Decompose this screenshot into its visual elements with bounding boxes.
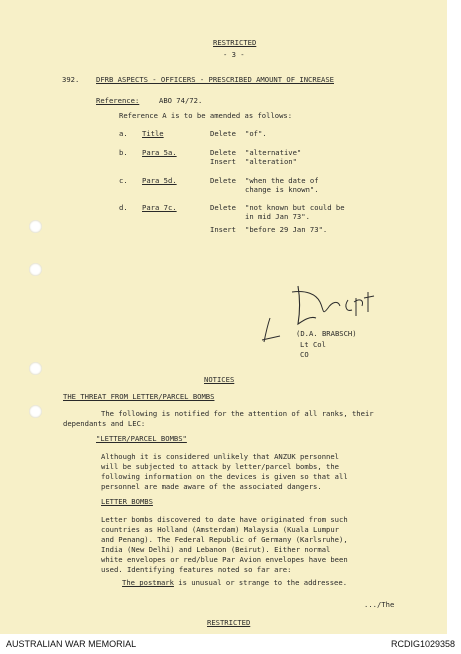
- amendment-action: Delete: [210, 203, 236, 212]
- paragraph-line: used. Identifying features noted so far are:: [101, 565, 292, 574]
- archive-record-id: RCDIG1029358: [390, 639, 455, 649]
- signatory-appointment: CO: [300, 350, 309, 359]
- punch-hole: [29, 220, 42, 233]
- paragraph-line: Letter bombs discovered to date have originated from such: [101, 515, 348, 524]
- archive-institution: AUSTRALIAN WAR MEMORIAL: [6, 639, 137, 649]
- amendment-action: Delete: [210, 129, 236, 138]
- amendment-letter: c.: [119, 176, 128, 185]
- amendment-text: in mid Jan 73".: [245, 212, 310, 221]
- amendment-para: Title: [142, 129, 164, 138]
- page-number: - 3 -: [223, 50, 245, 59]
- amendment-text: "alteration": [245, 157, 297, 166]
- classification-header: RESTRICTED: [213, 38, 257, 47]
- intro-line: The following is notified for the attention of all ranks, their: [101, 409, 374, 418]
- postmark-line: [122, 578, 347, 587]
- section-heading: THE THREAT FROM LETTER/PARCEL BOMBS: [63, 392, 215, 401]
- amendment-letter: d.: [119, 203, 128, 212]
- reference-label: Reference:: [96, 96, 140, 105]
- paragraph-line: Although it is considered unlikely that ANZUK personnel: [101, 452, 339, 461]
- punch-hole: [29, 362, 42, 375]
- reference-value: ABO 74/72.: [159, 96, 203, 105]
- item-number: 392.: [62, 75, 80, 84]
- postmark-rest: is unusual or strange to the addressee.: [173, 578, 348, 587]
- paragraph-line: personnel are made aware of the associated dangers.: [101, 482, 322, 491]
- amendment-text: "before 29 Jan 73".: [245, 225, 328, 234]
- punch-hole: [29, 263, 42, 276]
- paragraph-line: and Penang). The Federal Republic of Germany (Karlsruhe),: [101, 535, 348, 544]
- punch-hole: [29, 405, 42, 418]
- amendment-para: Para 7c.: [142, 203, 177, 212]
- amendment-text: "alternative": [245, 148, 302, 157]
- amendment-action: Delete: [210, 148, 236, 157]
- signatory-name: (D.A. BRABSCH): [296, 329, 357, 338]
- amendment-letter: b.: [119, 148, 128, 157]
- amendment-intro: Reference A is to be amended as follows:: [119, 111, 293, 120]
- paragraph-line: countries as Holland (Amsterdam) Malaysia (Kuala Lumpur: [101, 525, 339, 534]
- notices-title: NOTICES: [204, 375, 235, 384]
- paragraph-line: India (New Delhi) and Lebanon (Beirut). Either normal: [101, 545, 331, 554]
- amendment-para: Para 5d.: [142, 176, 177, 185]
- amendment-text: change is known".: [245, 185, 319, 194]
- amendment-para: Para 5a.: [142, 148, 177, 157]
- amendment-text: "when the date of: [245, 176, 319, 185]
- signatory-rank: Lt Col: [300, 340, 326, 349]
- item-heading: DFRB ASPECTS - OFFICERS - PRESCRIBED AMOUNT OF INCREASE: [96, 75, 334, 84]
- amendment-letter: a.: [119, 129, 128, 138]
- amendment-action: Insert: [210, 157, 236, 166]
- subheading: LETTER BOMBS: [101, 497, 153, 506]
- amendment-text: "of".: [245, 129, 267, 138]
- amendment-text: "not known but could be: [245, 203, 345, 212]
- postmark-underlined: The postmark: [122, 578, 174, 587]
- amendment-action: Insert: [210, 225, 236, 234]
- continuation-marker: .../The: [364, 600, 395, 609]
- intro-line: dependants and LEC:: [63, 419, 146, 428]
- paragraph-line: white envelopes or red/blue Par Avion envelopes have been: [101, 555, 348, 564]
- amendment-action: Delete: [210, 176, 236, 185]
- classification-footer: RESTRICTED: [207, 618, 251, 627]
- paragraph-line: following information on the devices is given so that all: [101, 472, 348, 481]
- subheading: "LETTER/PARCEL BOMBS": [96, 434, 187, 443]
- paragraph-line: will be subjected to attack by letter/parcel bombs, the: [101, 462, 339, 471]
- archive-footer: [0, 634, 461, 654]
